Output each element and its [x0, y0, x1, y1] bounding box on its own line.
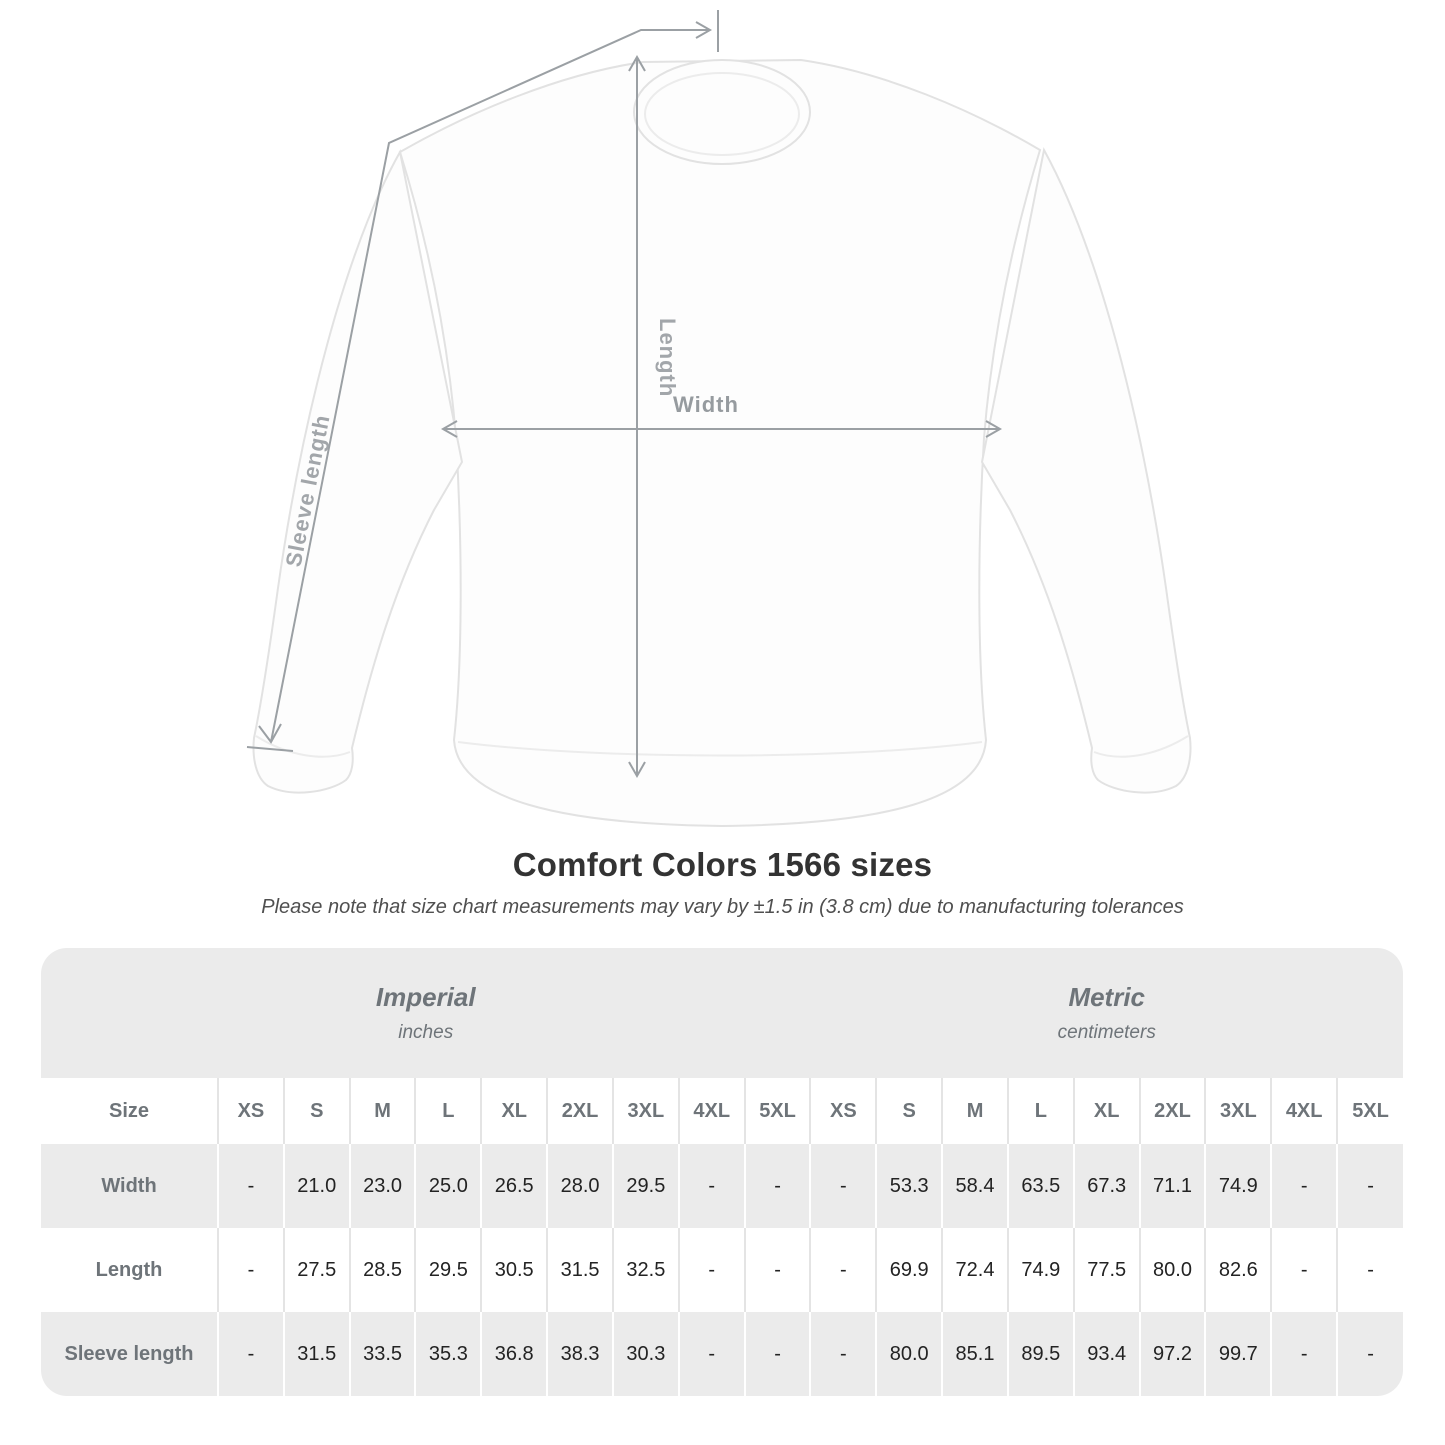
- value-cell: 82.6: [1205, 1228, 1271, 1312]
- size-cell: M: [942, 1078, 1008, 1144]
- value-cell: -: [1271, 1228, 1337, 1312]
- value-cell: 80.0: [1140, 1228, 1206, 1312]
- metric-unit: centimeters: [1057, 1022, 1156, 1043]
- page-title: Comfort Colors 1566 sizes: [512, 846, 933, 883]
- size-cell: XL: [481, 1078, 547, 1144]
- value-cell: -: [1337, 1312, 1403, 1396]
- size-cell: XS: [218, 1078, 284, 1144]
- size-cell: XS: [810, 1078, 876, 1144]
- size-cell: 2XL: [547, 1078, 613, 1144]
- size-cell: 4XL: [679, 1078, 745, 1144]
- value-cell: 71.1: [1140, 1144, 1206, 1228]
- value-cell: -: [679, 1144, 745, 1228]
- value-cell: 72.4: [942, 1228, 1008, 1312]
- value-cell: 30.3: [613, 1312, 679, 1396]
- value-cell: 32.5: [613, 1228, 679, 1312]
- value-cell: 23.0: [350, 1144, 416, 1228]
- size-cell: S: [284, 1078, 350, 1144]
- value-cell: -: [745, 1228, 811, 1312]
- size-cell: S: [876, 1078, 942, 1144]
- value-cell: -: [218, 1144, 284, 1228]
- size-cell: L: [1008, 1078, 1074, 1144]
- imperial-label: Imperial: [375, 982, 476, 1012]
- value-cell: 27.5: [284, 1228, 350, 1312]
- value-cell: 53.3: [876, 1144, 942, 1228]
- row-label: Sleeve length: [41, 1312, 218, 1396]
- value-cell: 80.0: [876, 1312, 942, 1396]
- value-cell: -: [810, 1144, 876, 1228]
- value-cell: 28.0: [547, 1144, 613, 1228]
- width-row: [41, 1144, 1403, 1228]
- value-cell: 85.1: [942, 1312, 1008, 1396]
- value-cell: 69.9: [876, 1228, 942, 1312]
- value-cell: -: [1271, 1144, 1337, 1228]
- width-label: Width: [673, 392, 739, 417]
- value-cell: 30.5: [481, 1228, 547, 1312]
- heading-block: [0, 846, 1445, 919]
- size-cell: 5XL: [1337, 1078, 1403, 1144]
- value-cell: -: [218, 1228, 284, 1312]
- sleeve-length-row: [41, 1312, 1403, 1396]
- size-cell: M: [350, 1078, 416, 1144]
- value-cell: -: [745, 1144, 811, 1228]
- row-label: Length: [41, 1228, 218, 1312]
- value-cell: 21.0: [284, 1144, 350, 1228]
- value-cell: 28.5: [350, 1228, 416, 1312]
- size-cell: L: [415, 1078, 481, 1144]
- metric-section-header: [810, 948, 1403, 1078]
- value-cell: 29.5: [415, 1228, 481, 1312]
- value-cell: 77.5: [1074, 1228, 1140, 1312]
- value-cell: -: [679, 1228, 745, 1312]
- value-cell: 38.3: [547, 1312, 613, 1396]
- metric-label: Metric: [1068, 982, 1146, 1012]
- value-cell: -: [810, 1312, 876, 1396]
- value-cell: -: [218, 1312, 284, 1396]
- value-cell: -: [745, 1312, 811, 1396]
- value-cell: -: [1337, 1228, 1403, 1312]
- value-cell: 74.9: [1008, 1228, 1074, 1312]
- value-cell: -: [679, 1312, 745, 1396]
- imperial-section-header: [41, 948, 810, 1078]
- value-cell: 33.5: [350, 1312, 416, 1396]
- value-cell: 31.5: [547, 1228, 613, 1312]
- sweatshirt-torso: [400, 60, 1040, 826]
- value-cell: 67.3: [1074, 1144, 1140, 1228]
- size-table-wrapper: [41, 948, 1403, 1396]
- value-cell: 63.5: [1008, 1144, 1074, 1228]
- value-cell: 97.2: [1140, 1312, 1206, 1396]
- size-cell: 5XL: [745, 1078, 811, 1144]
- value-cell: -: [1337, 1144, 1403, 1228]
- value-cell: 25.0: [415, 1144, 481, 1228]
- unit-band-row: [41, 948, 1403, 1078]
- size-header-row: [41, 1078, 1403, 1144]
- size-column-header: Size: [41, 1078, 218, 1144]
- value-cell: 26.5: [481, 1144, 547, 1228]
- size-cell: 3XL: [613, 1078, 679, 1144]
- value-cell: -: [810, 1228, 876, 1312]
- value-cell: 58.4: [942, 1144, 1008, 1228]
- size-cell: 3XL: [1205, 1078, 1271, 1144]
- size-table: [41, 948, 1403, 1396]
- collar: [634, 60, 810, 164]
- value-cell: 29.5: [613, 1144, 679, 1228]
- length-label: Length: [655, 318, 680, 398]
- value-cell: 93.4: [1074, 1312, 1140, 1396]
- tolerance-note: Please note that size chart measurements may vary by ±1.5 in (3.8 cm) due to manufacturing tolerances: [261, 896, 1184, 918]
- value-cell: 36.8: [481, 1312, 547, 1396]
- value-cell: 35.3: [415, 1312, 481, 1396]
- value-cell: 99.7: [1205, 1312, 1271, 1396]
- imperial-unit: inches: [398, 1022, 454, 1043]
- sleeve-length-label: Sleeve length: [280, 412, 335, 569]
- length-row: [41, 1228, 1403, 1312]
- size-cell: XL: [1074, 1078, 1140, 1144]
- value-cell: -: [1271, 1312, 1337, 1396]
- value-cell: 31.5: [284, 1312, 350, 1396]
- size-cell: 4XL: [1271, 1078, 1337, 1144]
- value-cell: 89.5: [1008, 1312, 1074, 1396]
- value-cell: 74.9: [1205, 1144, 1271, 1228]
- row-label: Width: [41, 1144, 218, 1228]
- size-cell: 2XL: [1140, 1078, 1206, 1144]
